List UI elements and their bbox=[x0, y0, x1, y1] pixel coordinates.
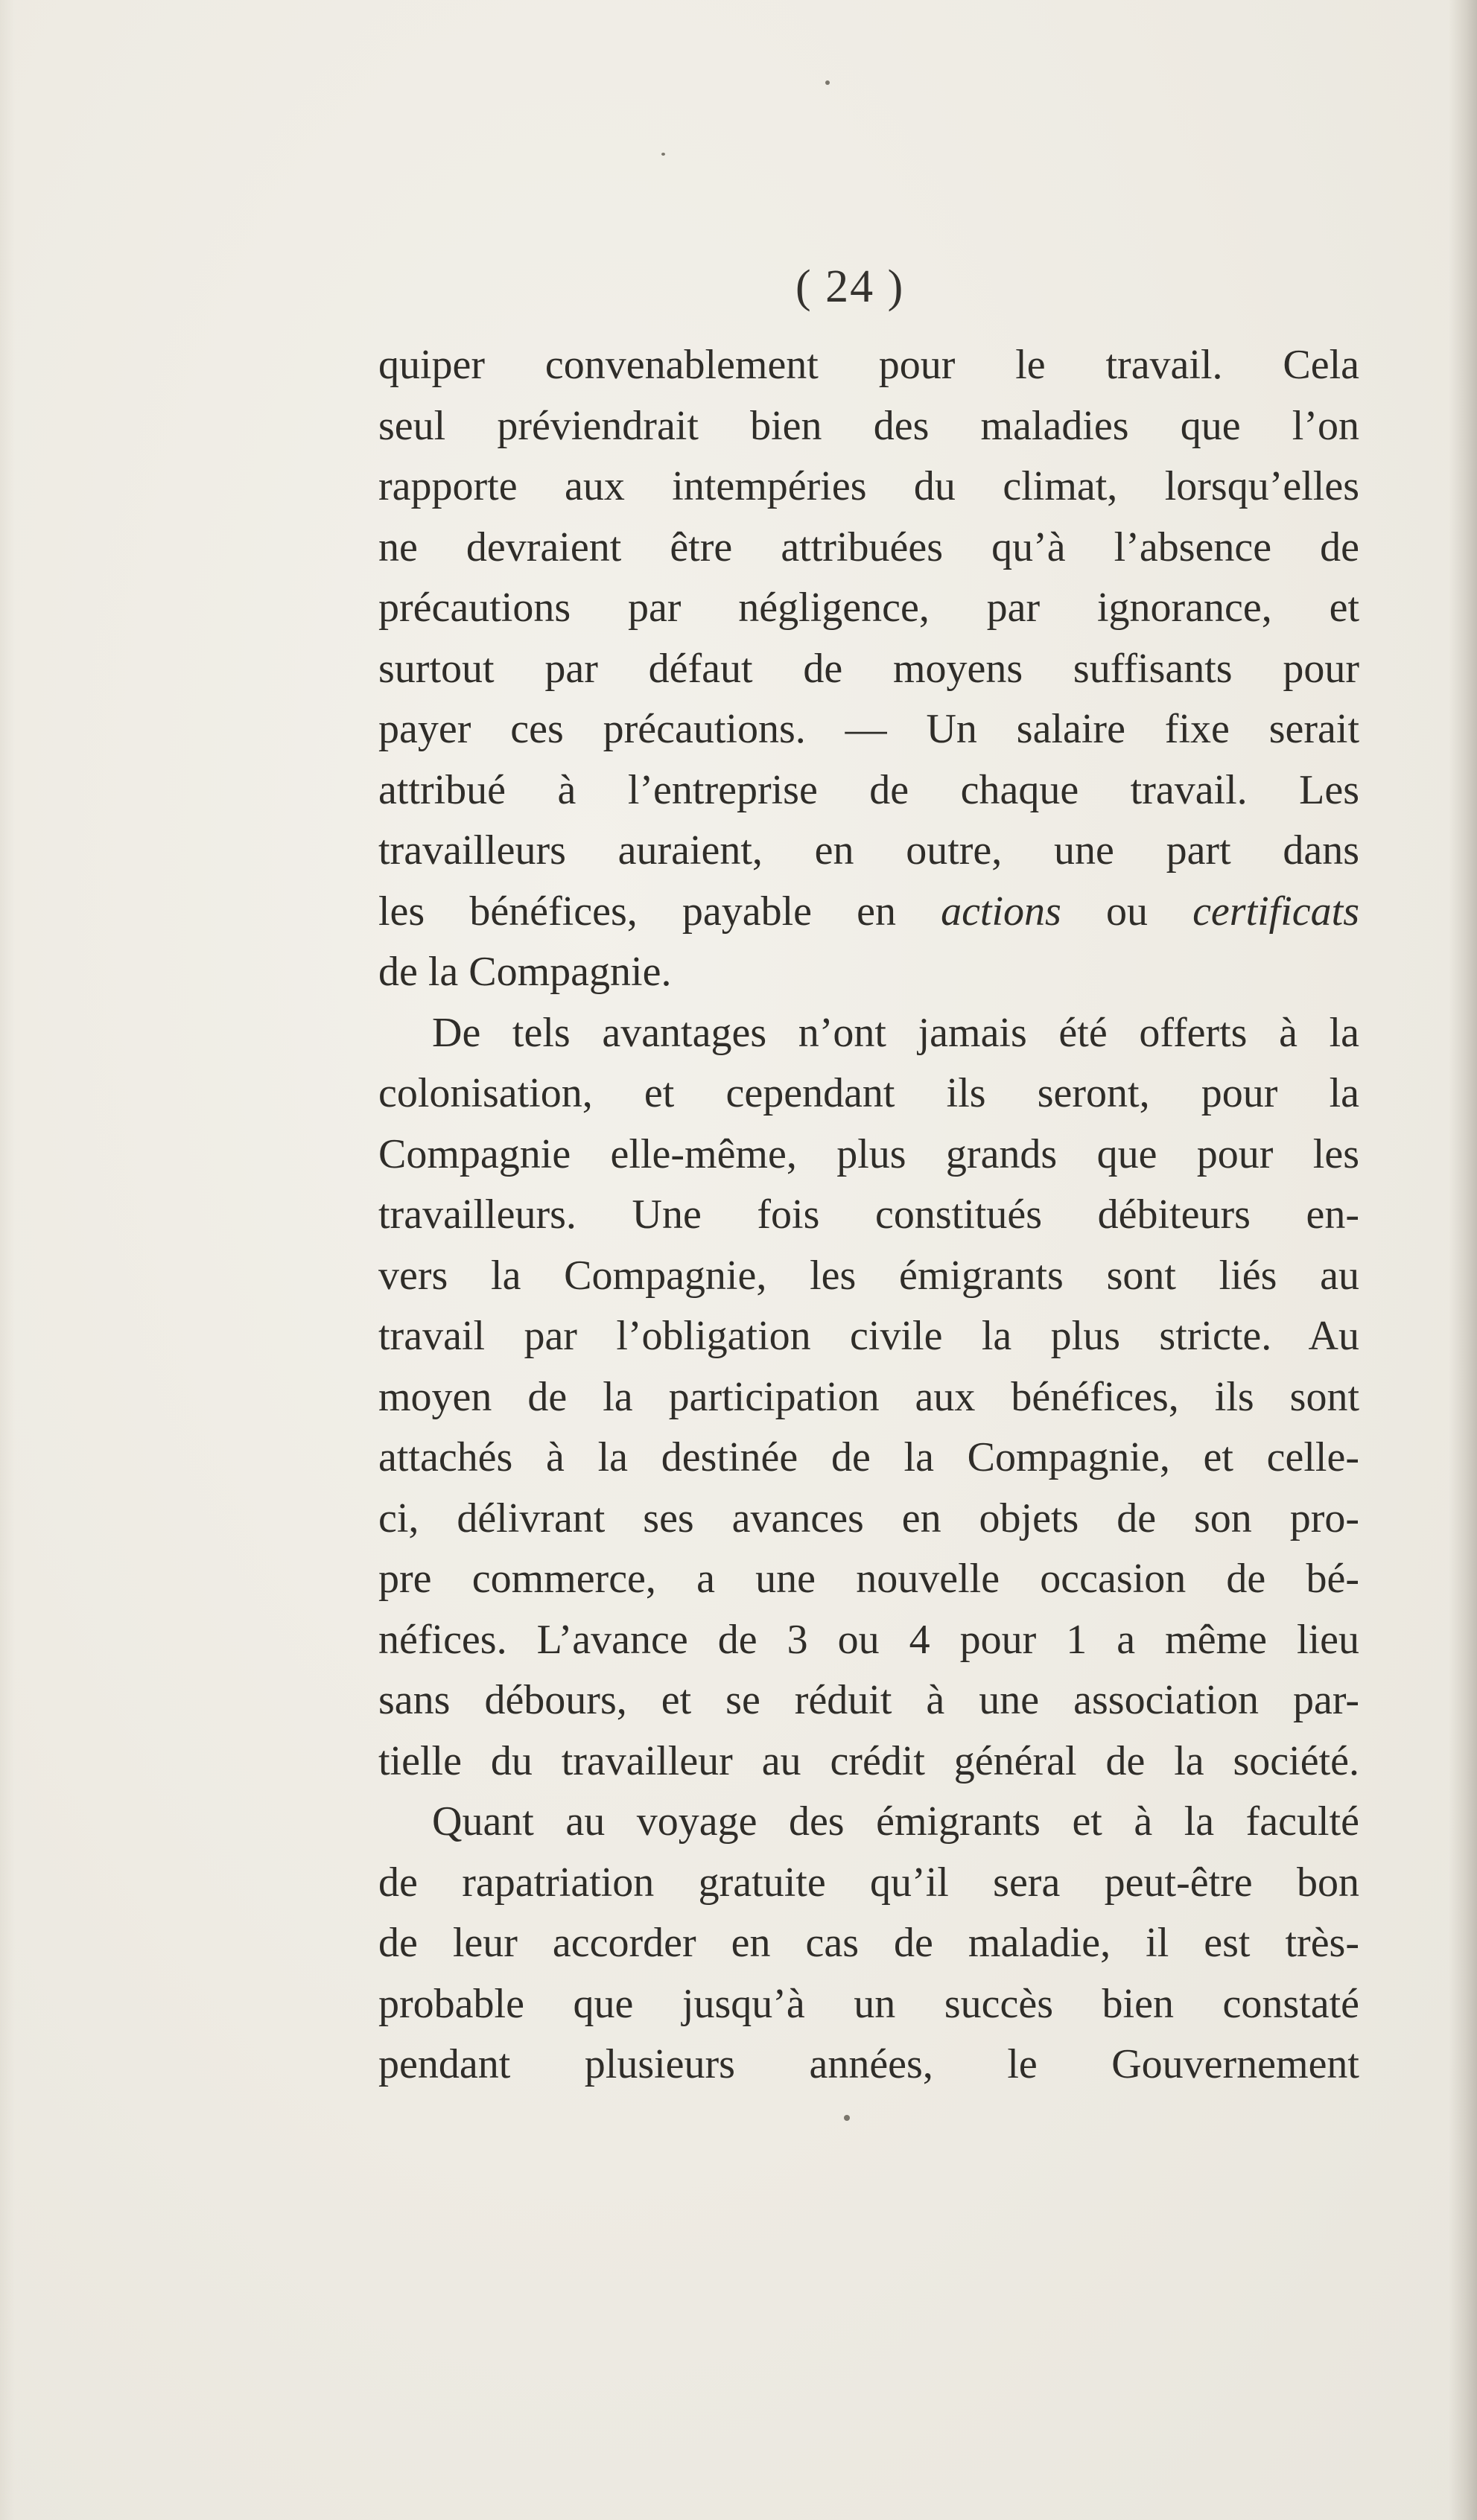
text-line: de leur accorder en cas de maladie, il est très- bbox=[378, 1920, 1359, 1966]
text-line: payer ces précautions. — Un salaire fixe serait bbox=[378, 706, 1359, 752]
text-line: probable que jusqu’à un succès bien constaté bbox=[378, 1980, 1359, 2027]
text-line: Compagnie elle-même, plus grands que pour les bbox=[378, 1130, 1359, 1177]
page-number: ( 24 ) bbox=[795, 261, 905, 312]
text-line-with-italics bbox=[378, 882, 1359, 943]
text-line: moyen de la participation aux bénéfices, ils sont bbox=[378, 1373, 1359, 1420]
text-line: travailleurs. Une fois constitués débiteurs en- bbox=[378, 1191, 1359, 1238]
text-line: pendant plusieurs années, le Gouvernement bbox=[378, 2041, 1359, 2087]
text-line: seul préviendrait bien des maladies que l’on bbox=[378, 402, 1359, 449]
page-right-edge bbox=[1449, 0, 1477, 2520]
paper-speck bbox=[825, 80, 830, 85]
text-line: précautions par négligence, par ignorance, et bbox=[378, 585, 1359, 631]
paper-speck bbox=[661, 153, 665, 156]
text-line: pre commerce, a une nouvelle occasion de bé- bbox=[378, 1556, 1359, 1602]
italic-word-actions: actions bbox=[941, 888, 1061, 935]
text-line: tielle du travailleur au crédit général de la société. bbox=[378, 1737, 1359, 1784]
text-line: quiper convenablement pour le travail. Cela bbox=[378, 342, 1359, 388]
text-line: attachés à la destinée de la Compagnie, et celle- bbox=[378, 1434, 1359, 1480]
paragraph-first-line: De tels avantages n’ont jamais été offerts à la bbox=[432, 1009, 1359, 1056]
text-line: attribué à l’entreprise de chaque travail. Les bbox=[378, 766, 1359, 813]
paragraph-first-line: Quant au voyage des émigrants et à la faculté bbox=[432, 1798, 1359, 1845]
italic-word-certificats: certificats bbox=[1192, 888, 1360, 935]
text-line: sans débours, et se réduit à une association par- bbox=[378, 1677, 1359, 1723]
text-line: de la Compagnie. bbox=[378, 949, 672, 995]
text-line: colonisation, et cependant ils seront, pour la bbox=[378, 1070, 1359, 1116]
text-line: travailleurs auraient, en outre, une part dans bbox=[378, 827, 1359, 874]
text-fragment: ou bbox=[1061, 888, 1193, 935]
text-line: néfices. L’avance de 3 ou 4 pour 1 a même lieu bbox=[378, 1616, 1359, 1663]
text-line: de rapatriation gratuite qu’il sera peut-être bon bbox=[378, 1859, 1359, 1906]
text-line: ci, délivrant ses avances en objets de son pro- bbox=[378, 1495, 1359, 1541]
text-line: surtout par défaut de moyens suffisants pour bbox=[378, 645, 1359, 692]
text-line: vers la Compagnie, les émigrants sont liés au bbox=[378, 1252, 1359, 1299]
text-line: rapporte aux intempéries du climat, lorsqu’elles bbox=[378, 463, 1359, 509]
body-text bbox=[378, 335, 1359, 2096]
page-left-edge bbox=[0, 0, 15, 2520]
paper-speck bbox=[844, 2115, 850, 2121]
text-line: travail par l’obligation civile la plus stricte. Au bbox=[378, 1313, 1359, 1359]
text-line: ne devraient être attribuées qu’à l’absence de bbox=[378, 524, 1359, 570]
text-fragment: les bénéfices, payable en bbox=[378, 888, 941, 935]
